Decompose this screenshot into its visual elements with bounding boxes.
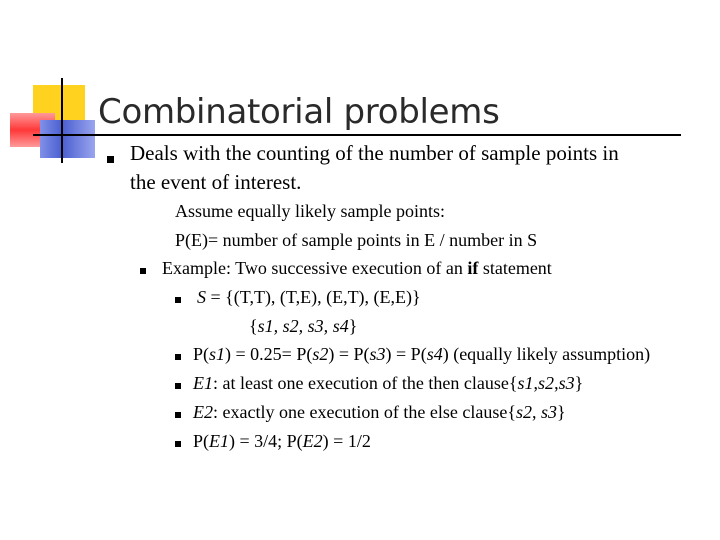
e1-name: E1 (193, 373, 213, 393)
pe-result-line (193, 431, 371, 452)
e2-text: : exactly one execution of the else clause{ (213, 402, 517, 422)
sample-space-line (197, 287, 421, 308)
example-suffix: statement (478, 258, 552, 278)
pe-definition: P(E)= number of sample points in E / number in S (175, 230, 538, 250)
e2-comma: , (532, 402, 542, 422)
bullet-icon (175, 383, 181, 389)
bullet-icon (140, 268, 146, 274)
s-symbol: S (197, 287, 206, 307)
sample-space-set: = {(T,T), (T,E), (E,T), (E,E)} (206, 287, 421, 307)
e1-s1: s1 (517, 373, 534, 393)
assume-text: Assume equally likely sample points: (175, 201, 445, 221)
pe-e2: E2 (302, 431, 323, 451)
p-text-a: P( (193, 344, 210, 364)
sample-points-line (249, 316, 357, 337)
pe-text-c: ) = 1/2 (322, 431, 371, 451)
e1-line (193, 373, 583, 394)
probability-line (193, 344, 650, 365)
decor-vertical-line (61, 78, 63, 163)
p-text-b: ) = 0.25= P( (225, 344, 313, 364)
p-text-d: ) = P( (385, 344, 427, 364)
brace-close: } (348, 316, 358, 336)
example-line (162, 258, 552, 279)
e1-s2: s2 (538, 373, 555, 393)
p-text-c: ) = P( (328, 344, 370, 364)
s2: s2, (278, 316, 304, 336)
p-s4: s4 (426, 344, 443, 364)
p-s2: s2 (312, 344, 329, 364)
e2-s2: s2 (516, 402, 533, 422)
s3: s3, (303, 316, 329, 336)
s1: s1, (257, 316, 279, 336)
main-bullet-line-1: Deals with the counting of the number of sample points in (130, 141, 619, 165)
bullet-icon (175, 354, 181, 360)
page-title: Combinatorial problems (98, 92, 500, 132)
pe-text-b: ) = 3/4; P( (229, 431, 303, 451)
e1-comma-1: , (533, 373, 539, 393)
e2-name: E2 (193, 402, 213, 422)
bullet-icon (175, 412, 181, 418)
e2-close: } (557, 402, 566, 422)
main-bullet-line-2: the event of interest. (130, 170, 302, 194)
p-s1: s1 (209, 344, 226, 364)
bullet-icon (107, 156, 114, 163)
brace-open: { (249, 316, 258, 336)
bullet-icon (175, 441, 181, 447)
example-bold: if (467, 258, 479, 278)
s4: s4 (328, 316, 349, 336)
e2-line (193, 402, 566, 423)
e1-text: : at least one execution of the then clause{ (213, 373, 518, 393)
bullet-icon (175, 297, 181, 303)
example-prefix: Example: Two successive execution of an (162, 258, 468, 278)
p-text-e: ) (equally likely assumption) (442, 344, 651, 364)
e1-close: } (574, 373, 584, 393)
e1-comma-2: , (554, 373, 559, 393)
decor-horizontal-line (33, 134, 681, 136)
decor-blue-block (40, 120, 95, 158)
p-s3: s3 (369, 344, 386, 364)
e2-s3: s3 (541, 402, 558, 422)
pe-e1: E1 (209, 431, 230, 451)
pe-text-a: P( (193, 431, 210, 451)
e1-s3: s3 (558, 373, 575, 393)
